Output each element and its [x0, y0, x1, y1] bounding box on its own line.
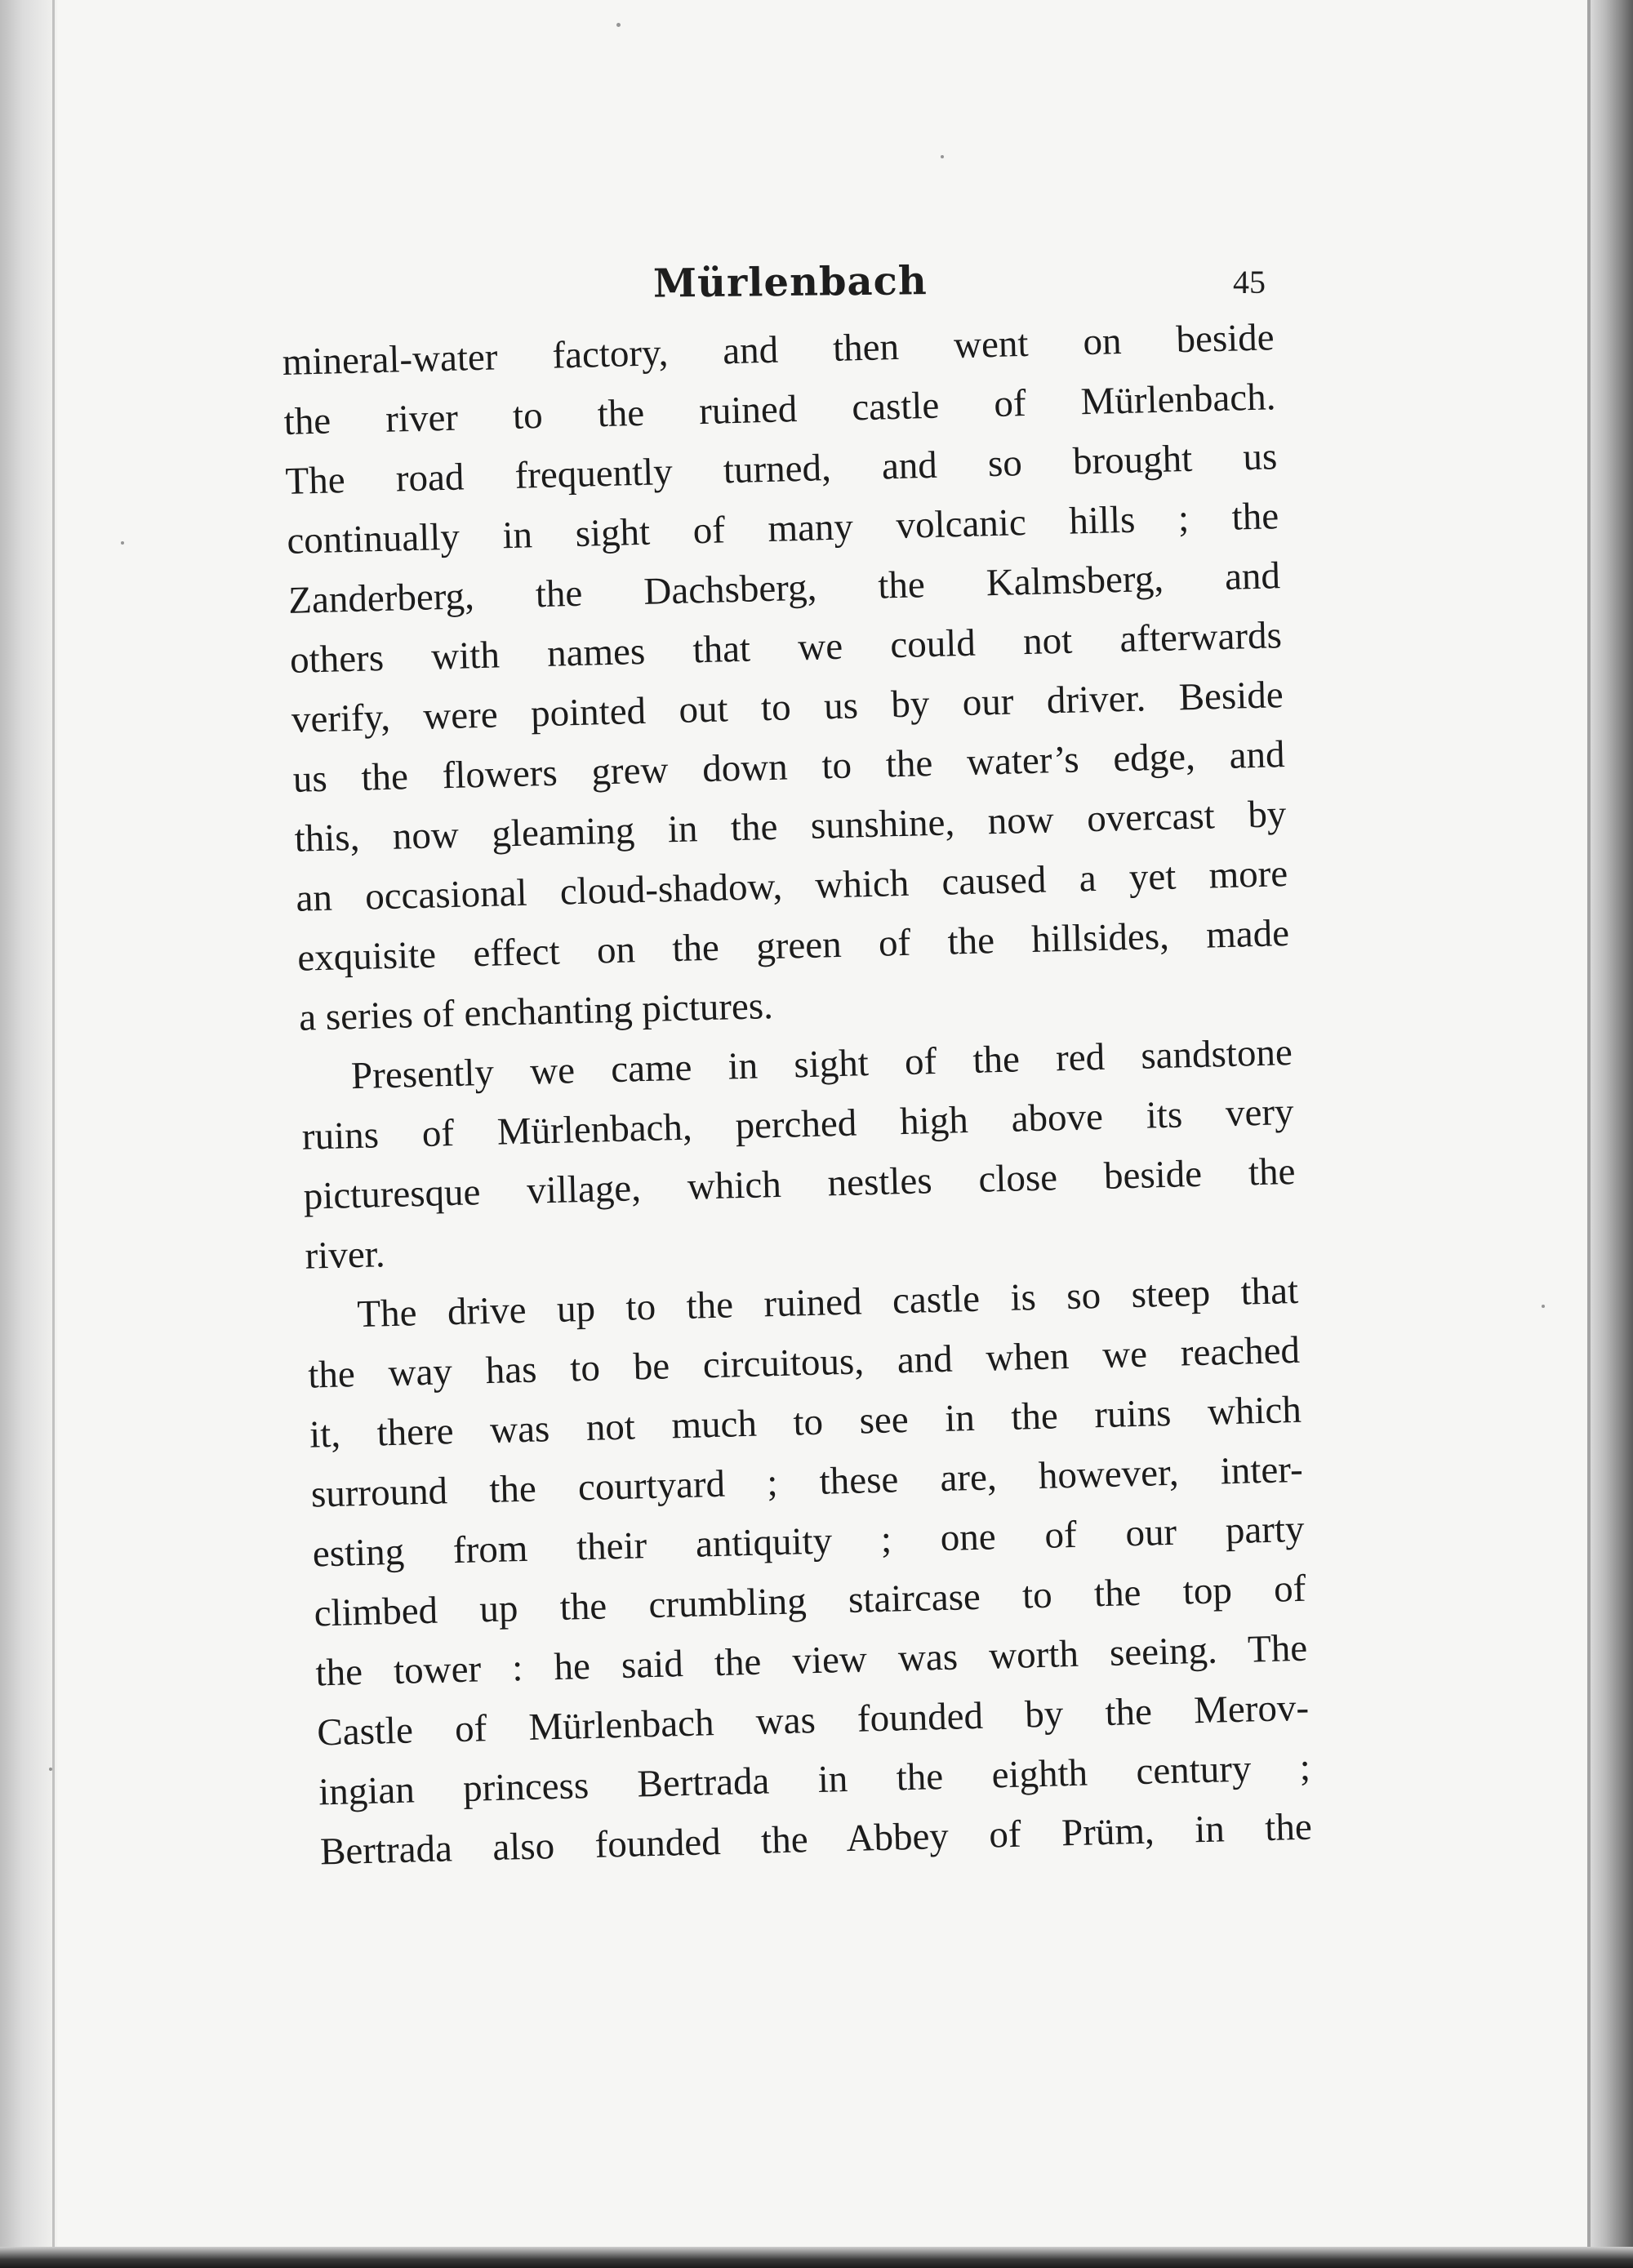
paper-speck — [49, 1768, 52, 1771]
text-line: Bertrada also founded the Abbey of Prüm, in the — [319, 1805, 1313, 1874]
text-line: esting from their antiquity ; one of our party — [312, 1507, 1306, 1576]
paper-speck — [121, 541, 124, 545]
text-line: this, now gleaming in the sunshine, now overcast by — [294, 793, 1287, 861]
text-line: climbed up the crumbling staircase to the top of — [314, 1567, 1306, 1635]
body-text — [282, 308, 1313, 1882]
text-line: surround the courtyard ; these are, however, inter- — [310, 1448, 1304, 1516]
page-gutter-line — [52, 0, 55, 2268]
page-number: 45 — [1233, 264, 1266, 300]
paper-speck — [941, 155, 944, 158]
text-line: Zanderberg, the Dachsberg, the Kalmsberg, and — [287, 554, 1281, 622]
book-edge-line — [1587, 0, 1591, 2268]
text-line: verify, were pointed out to us by our driver. Beside — [291, 674, 1284, 741]
text-line: the way has to be circuitous, and when we reached — [307, 1328, 1301, 1397]
text-line: Castle of Mürlenbach was founded by the Merov- — [316, 1686, 1310, 1754]
book-edge-right — [1591, 0, 1633, 2268]
paper-speck — [1542, 1305, 1545, 1308]
text-line: exquisite effect on the green of the hillsides, made — [296, 912, 1290, 980]
text-line: it, there was not much to see in the ruins which — [309, 1388, 1302, 1456]
scan-bottom-edge — [0, 2247, 1633, 2268]
text-line: picturesque village, which nestles close beside the — [303, 1150, 1297, 1218]
paragraph-start-line: Presently we came in sight of the red sandstone — [350, 1030, 1293, 1098]
paper-speck — [616, 23, 621, 27]
page-gutter-shadow — [0, 0, 57, 2268]
text-line: ingian princess Bertrada in the eighth century ; — [318, 1745, 1311, 1814]
text-line: us the flowers grew down to the water’s edge, and — [292, 733, 1286, 801]
text-line: the tower : he said the view was worth seeing. The — [314, 1626, 1308, 1695]
text-line: others with names that we could not afterwards — [289, 614, 1283, 682]
paragraph-end-line: river. — [304, 1233, 386, 1278]
text-line: continually in sight of many volcanic hills ; the — [286, 495, 1279, 563]
text-line: The road frequently turned, and so brought us — [284, 435, 1278, 503]
text-line: the river to the ruined castle of Mürlenbach. — [283, 376, 1277, 443]
text-line: mineral-water factory, and then went on beside — [282, 316, 1275, 384]
text-line: ruins of Mürlenbach, perched high above its very — [301, 1090, 1295, 1158]
paragraph-start-line: The drive up to the ruined castle is so steep that — [356, 1269, 1299, 1336]
text-line: an occasional cloud-shadow, which caused a yet more — [295, 852, 1288, 920]
paragraph-end-line: a series of enchanting pictures. — [298, 985, 774, 1039]
running-head: Mürlenbach — [652, 258, 928, 307]
